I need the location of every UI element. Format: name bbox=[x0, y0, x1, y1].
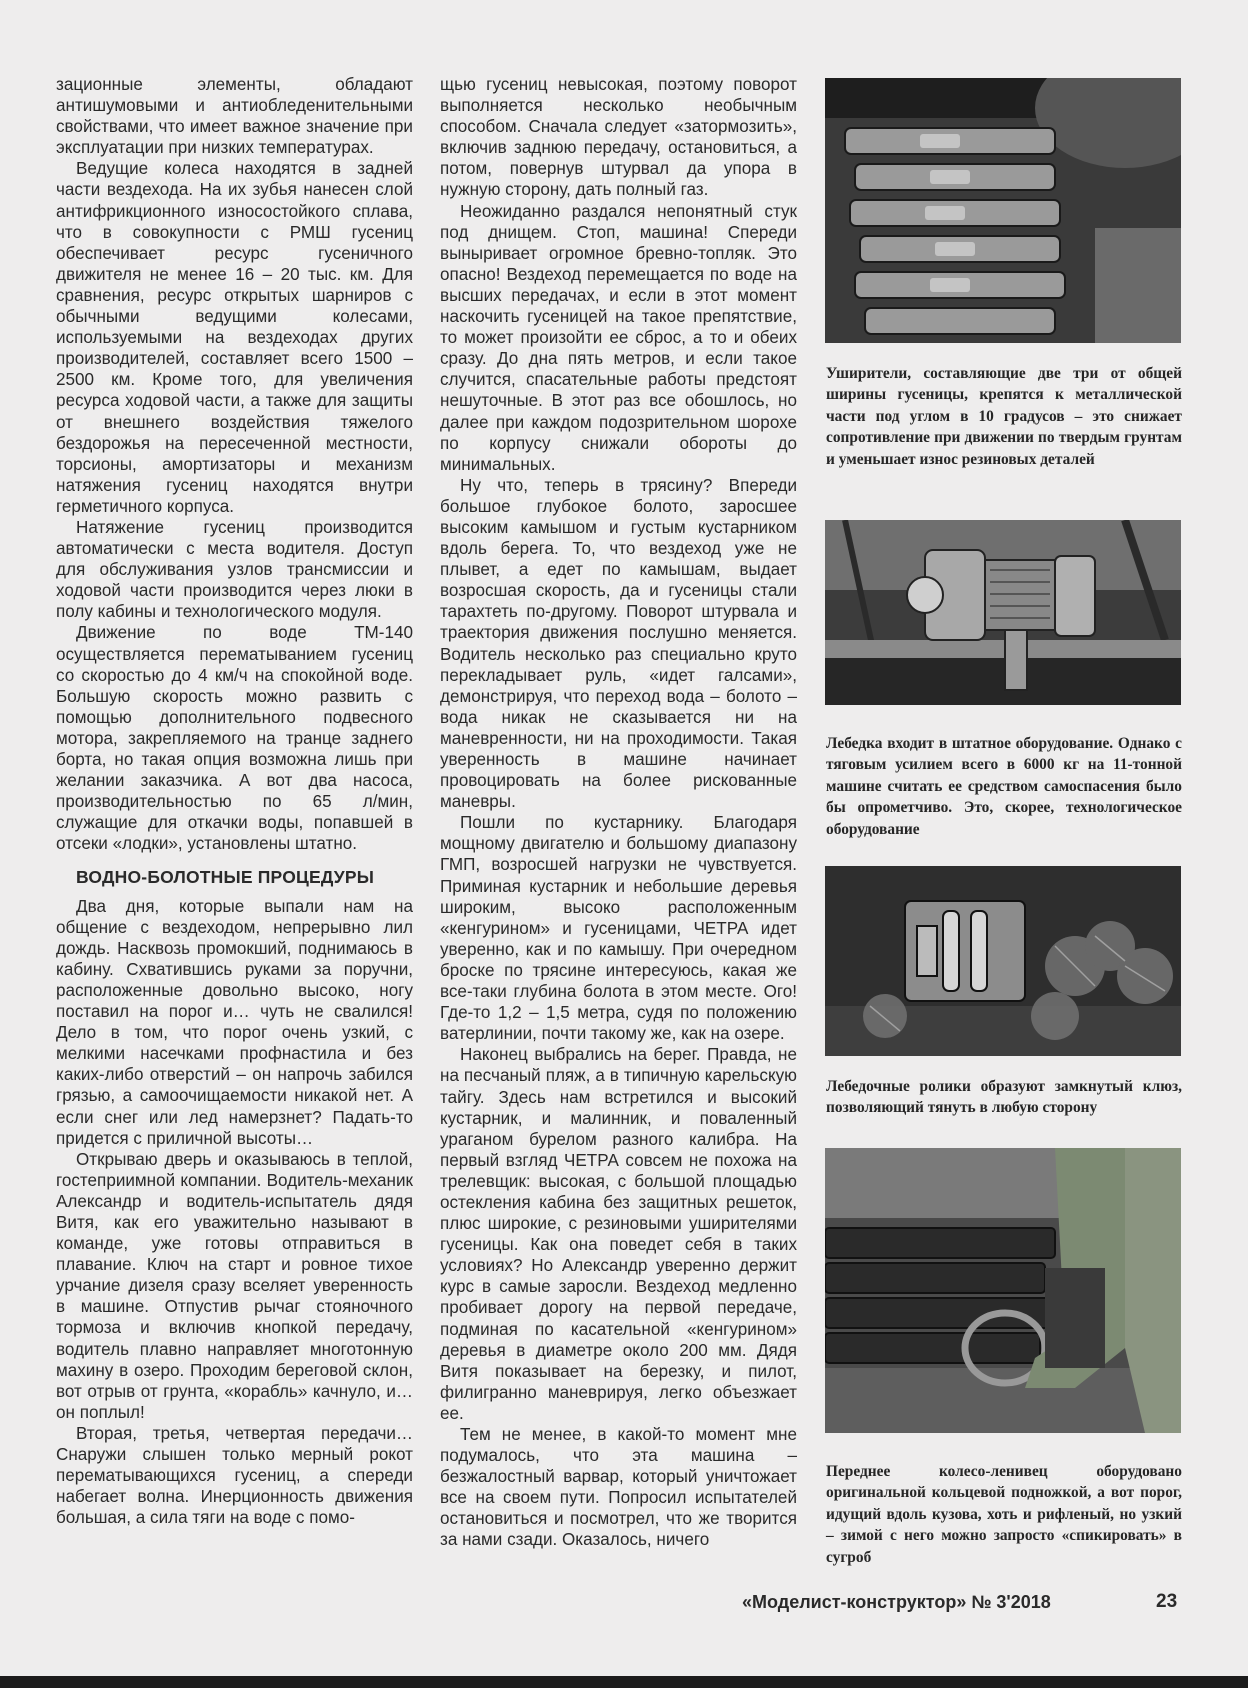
paragraph: Тем не менее, в какой-то момент мне подумалось, что эта машина – безжалостный варвар, который уничтожает все на своем пути. Попросил испытателей остановиться и посмотрел, что же творится за нами сзади. Оказалось, ничего bbox=[440, 1425, 797, 1550]
paragraph: Натяжение гусениц производится автоматически с места водителя. Доступ для обслуживания узлов трансмиссии и ходовой части производится через люки в полу кабины и технологического модуля. bbox=[56, 517, 413, 622]
section-heading: ВОДНО-БОЛОТНЫЕ ПРОЦЕДУРЫ bbox=[76, 867, 375, 888]
photo-fairlead-rollers bbox=[825, 866, 1181, 1056]
scan-edge bbox=[0, 1676, 1248, 1688]
paragraph: Движение по воде ТМ-140 осуществляется перематыванием гусениц со скоростью до 4 км/ч на спокойной воде. Большую скорость можно развить с помощью дополнительного подвесного мотора, закрепляемого на транце заднего борта, но такая опция возможна лишь при желании заказчика. А вот два насоса, производительностью по 65 л/мин, служащие для откачки воды, попавшей в отсеки «лодки», установлены штатно. bbox=[56, 623, 413, 854]
paragraph: Ведущие колеса находятся в задней части вездехода. На их зубья нанесен слой антифрикционного износостойкого сплава, что в совокупности с РМШ гусениц обеспечивает ресурс гусеничного движителя не менее 16 – 20 тыс. км. Для сравнения, ресурс открытых шарниров с обычными ведущими колесами, используемыми на вездеходах других производителей, составляет всего 1500 – 2500 км. Кроме того, для увеличения ресурса ходовой части, а также для защиты от внешнего воздействия тяжелого бездорожья на пересеченной местности, торсионы, амортизаторы и механизм натяжения гусениц находятся внутри герметичного корпуса. bbox=[56, 159, 413, 516]
text-column-middle bbox=[440, 74, 797, 1551]
paragraph: щью гусениц невысокая, поэтому поворот выполняется несколько необычным способом. Сначала следует «затормозить», включив заднюю передачу, остановиться, а потом, повернув штурвал да упора в нужную сторону, дать полный газ. bbox=[440, 75, 797, 200]
text-column-left bbox=[56, 74, 413, 1528]
photo-caption: Лебедочные ролики образуют замкнутый клюз, позволяющий тянуть в любую сторону bbox=[826, 1078, 1182, 1117]
photo-caption: Лебедка входит в штатное оборудование. Однако с тяговым усилием всего в 6000 кг на 11-тонной машине считать ее средством самоспасения было бы опрометчиво. Это, скорее, технологическое оборудование bbox=[826, 735, 1182, 838]
magazine-title: «Моделист-конструктор» № 3'2018 bbox=[742, 1592, 1051, 1612]
page-number: 23 bbox=[1156, 1591, 1178, 1612]
photo-track-extenders bbox=[825, 78, 1181, 343]
paragraph: Два дня, которые выпали нам на общение с вездеходом, непрерывно лил дождь. Насквозь промокший, поднимаюсь в кабину. Схватившись руками за поручни, расположенные довольно высоко, ногу поставил на порог и… чуть не свалился! Дело в том, что порог очень узкий, с мелкими насечками профнастила и без каких-либо отверстий – он напрочь забился грязью, а самоочищаемости никакой нет. А если снег или лед намерзнет? Падать-то придется с приличной высоты… bbox=[56, 896, 413, 1148]
paragraph: зационные элементы, обладают антишумовыми и антиобледенительными свойствами, что имеет важное значение при эксплуатации при низких температурах. bbox=[56, 75, 413, 158]
paragraph: Наконец выбрались на берег. Правда, не на песчаный пляж, а в типичную карельскую тайгу. Здесь нам встретился и высокий кустарник, и малинник, и поваленный ураганом бурелом разного калибра. На первый взгляд ЧЕТРА совсем не похожа на трелевщик: высокая, с большой площадью остекления кабина без защитных решеток, плюс широкие, с резиновыми уширителями гусеницы. Как она поведет себя в таких условиях? Но Александр уверенно держит курс в самые заросли. Вездеход медленно пробивает дорогу на первой передаче, подминая по касательной «кенгурином» деревья в диаметре около 200 мм. Дядя Витя показывает на березку, и пилот, филигранно маневрируя, легко объезжает ее. bbox=[440, 1045, 797, 1423]
paragraph: Открываю дверь и оказываюсь в теплой, гостеприимной компании. Водитель-механик Александр и водитель-испытатель дядя Витя, как его уважительно называют в команде, уже готовы отправиться в плавание. Ключ на старт и ровное тихое урчание дизеля сразу вселяет уверенность в машине. Отпустив рычаг стояночного тормоза и включив кнопкой передачу, водитель плавно направляет многотонную махину в озеро. Проходим береговой склон, вот отрыв от грунта, «корабль» качнуло, и… он поплыл! bbox=[56, 1149, 413, 1422]
photo-idler-wheel-step bbox=[825, 1148, 1181, 1433]
photo-caption: Уширители, составляющие две три от общей ширины гусеницы, крепятся к металлической части под углом в 10 градусов – это снижает сопротивление при движении по твердым грунтам и уменьшает износ резиновых деталей bbox=[826, 365, 1182, 468]
photo-winch bbox=[825, 520, 1181, 705]
paragraph: Пошли по кустарнику. Благодаря мощному двигателю и большому диапазону ГМП, возросшей нагрузки не чувствуется. Приминая кустарник и небольшие деревья широким, высоко расположенным «кенгурином» и гусеницами, ЧЕТРА идет уверенно, как и по камышу. При очередном броске по трясине интересуюсь, какая же все-таки глубина болота в этом месте. Ого! Где-то 1,2 – 1,5 метра, судя по положению ватерлинии, почти такому же, как на озере. bbox=[440, 813, 797, 1044]
photo-caption: Переднее колесо-ленивец оборудовано оригинальной кольцевой подножкой, а вот порог, идущий вдоль кузова, хоть и рифленый, но узкий – зимой с него можно запросто «спикировать» в сугроб bbox=[826, 1463, 1182, 1566]
paragraph: Неожиданно раздался непонятный стук под днищем. Стоп, машина! Спереди выныривает огромное бревно-топляк. Это опасно! Вездеход перемещается по воде на высших передачах, и если в этот момент наскочить гусеницей на такое препятствие, то может произойти ее сброс, а то и обеих сразу. До дна пять метров, и если такое случится, спасательные работы предстоят нешуточные. В этот раз все обошлось, но далее при каждом подозрительном шорохе по корпусу снижали обороты до минимальных. bbox=[440, 201, 797, 474]
paragraph: Вторая, третья, четвертая передачи… Снаружи слышен только мерный рокот перематывающихся гусениц, а спереди набегает волна. Инерционность движения большая, а сила тяги на воде с помо- bbox=[56, 1423, 413, 1528]
paragraph: Ну что, теперь в трясину? Впереди большое глубокое болото, заросшее высоким камышом и густым кустарником вдоль берега. То, что вездеход уже не плывет, а едет по камышам, выдает возросшая скорость, да и гусеницы стали тарахтеть по-другому. Поворот штурвала и траектория движения послушно меняется. Водитель несколько раз специально круто перекладывает руль, «идет галсами», демонстрируя, что переход вода – болото – вода никак не сказывается ни на маневренности, ни на проходимости. Такая уверенность в машине начинает провоцировать на более рискованные маневры. bbox=[440, 475, 797, 812]
